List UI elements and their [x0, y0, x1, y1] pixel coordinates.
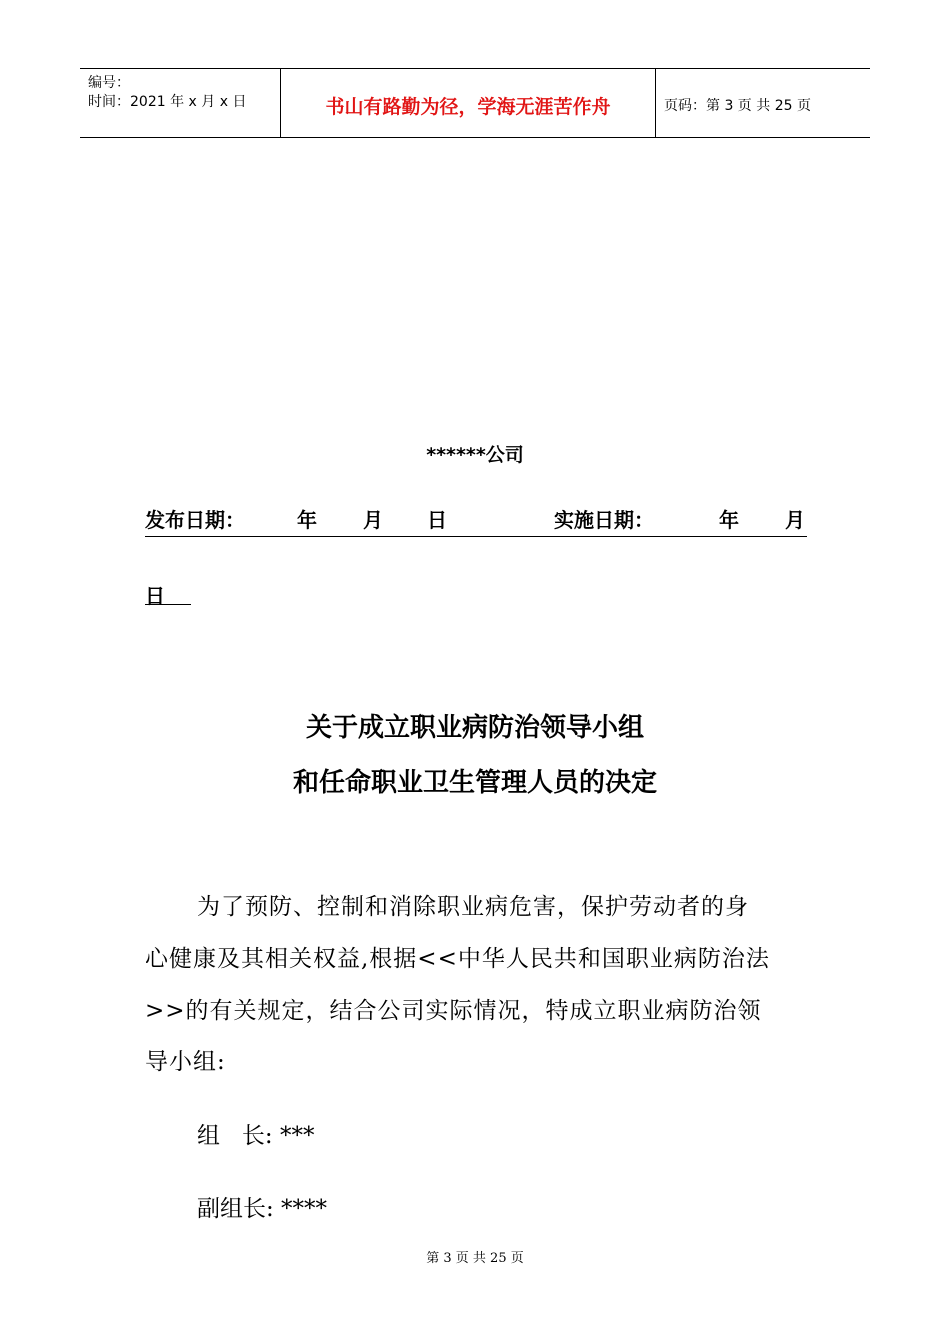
document-code: 编号：	[88, 75, 130, 91]
header-page-cell	[656, 69, 870, 137]
implementation-day: 日	[145, 584, 165, 608]
document-title-line-1: 关于成立职业病防治领导小组	[305, 713, 644, 743]
page-footer: 第 3 页 共 25 页	[426, 1251, 524, 1266]
implementation-month: 月	[785, 508, 805, 532]
company-name: ******公司	[426, 444, 524, 466]
header-meta-cell	[80, 69, 281, 137]
document-time: 时间：2021 年 x 月 x 日	[88, 94, 247, 110]
body-line-3: >>的有关规定，结合公司实际情况，特成立职业病防治领	[145, 998, 762, 1024]
release-day: 日	[427, 508, 447, 532]
leader-entry: 组 长: ***	[197, 1123, 315, 1149]
deputy-leader-entry: 副组长: ****	[197, 1196, 328, 1222]
body-line-2: 心健康及其相关权益,根据<<中华人民共和国职业病防治法	[145, 946, 770, 972]
document-title-line-2: 和任命职业卫生管理人员的决定	[292, 768, 657, 798]
release-year: 年	[297, 508, 317, 532]
body-line-1: 为了预防、控制和消除职业病危害，保护劳动者的身	[197, 894, 749, 920]
body-line-4: 导小组:	[145, 1049, 226, 1075]
date-line-continued	[145, 580, 191, 608]
header-page-info: 页码：第 3 页 共 25 页	[664, 98, 811, 114]
implementation-year: 年	[719, 508, 739, 532]
implementation-date-label: 实施日期：	[554, 508, 654, 532]
document-header	[80, 68, 870, 138]
release-month: 月	[363, 508, 383, 532]
header-motto-cell	[281, 69, 656, 137]
header-motto: 书山有路勤为径，学海无涯苦作舟	[325, 96, 611, 118]
release-date-label: 发布日期：	[145, 508, 245, 532]
date-line	[145, 504, 807, 537]
